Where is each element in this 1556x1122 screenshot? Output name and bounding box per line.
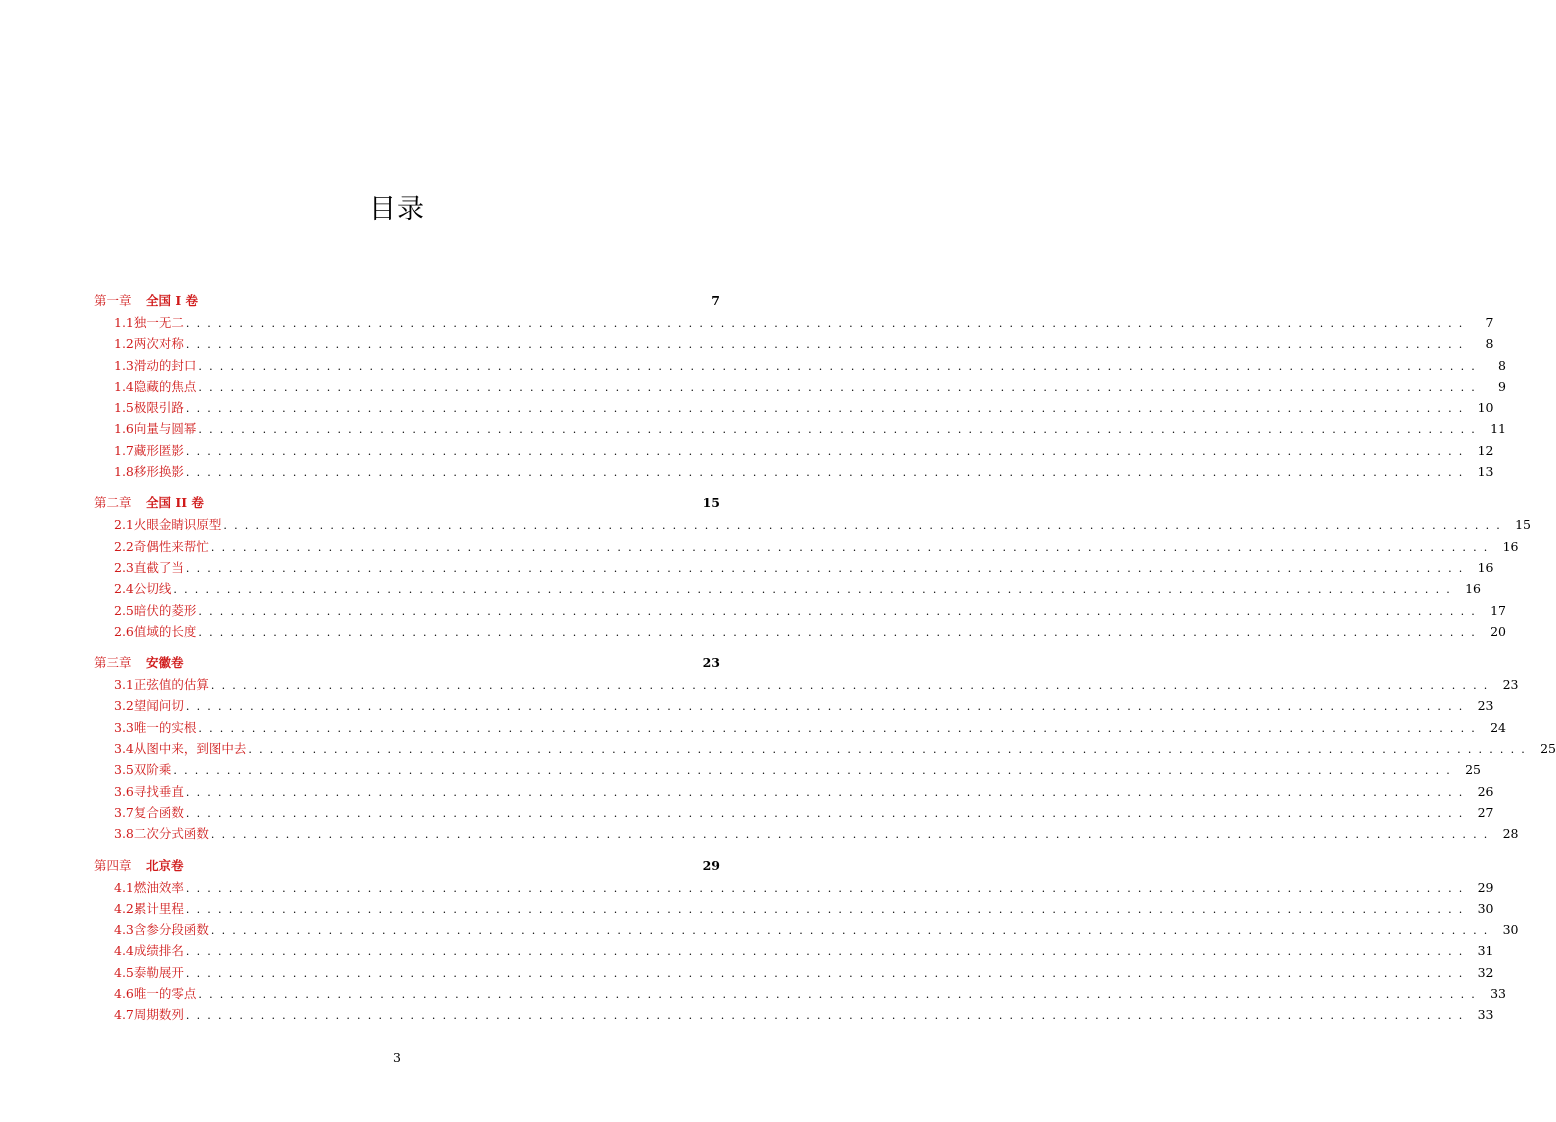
toc-section-entry[interactable] — [94, 738, 1556, 759]
section-title[interactable]: 向量与圆幂 — [133, 421, 197, 437]
section-number[interactable]: 1.1 — [114, 315, 134, 330]
table-of-contents — [94, 290, 1556, 1036]
section-page-number[interactable]: 23 — [1502, 677, 1519, 693]
section-page-number[interactable]: 16 — [1465, 581, 1481, 597]
section-page-number[interactable]: 16 — [1502, 538, 1519, 554]
chapter-number[interactable]: 第三章 — [94, 655, 132, 671]
section-page-number[interactable]: 25 — [1465, 762, 1481, 778]
section-title[interactable]: 火眼金睛识原型 — [133, 517, 222, 533]
section-number[interactable]: 4.3 — [114, 922, 134, 938]
section-page-number[interactable]: 26 — [1477, 783, 1494, 799]
dot-leader: ........................................................................................................................ — [185, 338, 1470, 352]
chapter-number[interactable]: 第二章 — [94, 495, 132, 511]
dot-leader: ........................................................................................................................ — [223, 519, 1507, 533]
dot-leader: ........................................................................................................................ — [210, 924, 1495, 938]
toc-chapter — [94, 492, 1531, 642]
toc-section-entry[interactable] — [94, 376, 1506, 397]
section-number[interactable]: 1.2 — [114, 336, 134, 352]
section-title[interactable]: 公切线 — [133, 581, 172, 597]
section-number[interactable]: 4.5 — [114, 964, 134, 980]
toc-section-entry[interactable] — [94, 600, 1506, 621]
dot-leader: ........................................................................................................................ — [185, 444, 1470, 458]
chapter-number[interactable]: 第一章 — [94, 293, 132, 308]
section-title[interactable]: 两次对称 — [133, 336, 184, 352]
section-number[interactable]: 4.1 — [114, 879, 134, 895]
section-number[interactable]: 4.6 — [114, 986, 134, 1002]
toc-section-entry[interactable] — [94, 962, 1494, 983]
section-title[interactable]: 直截了当 — [133, 559, 184, 575]
toc-section-entry[interactable] — [94, 621, 1506, 642]
toc-section-entry[interactable] — [94, 461, 1494, 482]
chapter-page-number[interactable]: 29 — [702, 857, 720, 873]
section-title[interactable]: 从图中来，到图中去 — [133, 741, 247, 757]
section-title[interactable]: 隐藏的焦点 — [133, 378, 197, 394]
dot-leader: ........................................................................................................................ — [185, 881, 1470, 895]
toc-section-entry[interactable] — [94, 355, 1506, 376]
section-title[interactable]: 暗伏的菱形 — [133, 602, 197, 618]
section-number[interactable]: 2.1 — [114, 517, 134, 533]
dot-leader: ........................................................................................................................ — [185, 700, 1470, 714]
section-number[interactable]: 4.7 — [114, 1007, 134, 1023]
section-title[interactable]: 唯一的实根 — [133, 719, 197, 735]
section-title[interactable]: 周期数列 — [133, 1007, 184, 1023]
dot-leader: ........................................................................................................................ — [210, 828, 1495, 842]
section-number[interactable]: 1.6 — [114, 421, 134, 437]
section-number[interactable]: 3.2 — [114, 698, 134, 714]
section-page-number[interactable]: 10 — [1477, 400, 1494, 416]
toc-section-entry[interactable] — [94, 418, 1506, 439]
toc-chapter-entry[interactable] — [94, 652, 720, 674]
dot-leader: ........................................................................................................................ — [185, 785, 1470, 799]
dot-leader: ........................................................................................................................ — [198, 988, 1482, 1002]
toc-section-entry[interactable] — [94, 877, 1494, 898]
section-number[interactable]: 3.7 — [114, 804, 134, 820]
section-page-number[interactable]: 32 — [1477, 964, 1494, 980]
toc-section-entry[interactable] — [94, 823, 1519, 844]
toc-chapter — [94, 855, 1519, 1026]
section-number[interactable]: 4.4 — [114, 943, 134, 959]
toc-section-entry[interactable] — [94, 312, 1494, 333]
section-number[interactable]: 1.3 — [114, 357, 134, 373]
section-title[interactable]: 移形换影 — [133, 464, 184, 480]
chapter-number[interactable]: 第四章 — [94, 857, 132, 873]
dot-leader: ........................................................................................................................ — [185, 945, 1470, 959]
toc-chapter-entry[interactable] — [94, 290, 720, 312]
section-title[interactable]: 唯一的零点 — [133, 986, 197, 1002]
section-page-number[interactable]: 29 — [1477, 879, 1494, 895]
section-title[interactable]: 累计里程 — [133, 900, 184, 916]
chapter-page-number[interactable]: 15 — [702, 495, 720, 511]
section-page-number[interactable]: 8 — [1485, 336, 1494, 352]
toc-chapter — [94, 290, 1506, 482]
page-number: 3 — [393, 1050, 401, 1065]
toc-section-entry[interactable] — [94, 674, 1519, 695]
section-number[interactable]: 1.8 — [114, 464, 134, 480]
dot-leader: ........................................................................................................................ — [185, 806, 1470, 820]
dot-leader: ........................................................................................................................ — [198, 423, 1482, 437]
section-page-number[interactable]: 24 — [1490, 719, 1506, 735]
dot-leader: ........................................................................................................................ — [198, 380, 1482, 394]
dot-leader: ........................................................................................................................ — [198, 625, 1482, 639]
chapter-title[interactable]: 全国 I 卷 — [146, 293, 199, 308]
toc-section-entry[interactable] — [94, 1004, 1494, 1025]
section-title[interactable]: 极限引路 — [133, 400, 184, 416]
toc-section-entry[interactable] — [94, 333, 1494, 354]
dot-leader: ........................................................................................................................ — [248, 743, 1532, 757]
section-title[interactable]: 含参分段函数 — [133, 922, 209, 938]
toc-section-entry[interactable] — [94, 578, 1481, 599]
chapter-title[interactable]: 北京卷 — [146, 857, 184, 873]
toc-chapter-entry[interactable] — [94, 492, 720, 514]
section-number[interactable]: 3.6 — [114, 783, 134, 799]
section-title[interactable]: 独一无二 — [133, 315, 184, 330]
chapter-title[interactable]: 全国 II 卷 — [146, 495, 204, 511]
section-number[interactable]: 1.7 — [114, 442, 134, 458]
toc-section-entry[interactable] — [94, 983, 1506, 1004]
toc-section-entry[interactable] — [94, 781, 1494, 802]
section-page-number[interactable]: 7 — [1485, 315, 1494, 330]
section-number[interactable]: 1.4 — [114, 378, 134, 394]
section-title[interactable]: 滑动的封口 — [133, 357, 197, 373]
dot-leader: ........................................................................................................................ — [185, 1009, 1470, 1023]
toc-section-entry[interactable] — [94, 898, 1494, 919]
section-number[interactable]: 2.5 — [114, 602, 134, 618]
toc-section-entry[interactable] — [94, 940, 1494, 961]
section-title[interactable]: 二次分式函数 — [133, 826, 209, 842]
section-title[interactable]: 望闻问切 — [133, 698, 184, 714]
dot-leader: ........................................................................................................................ — [185, 466, 1470, 480]
section-page-number[interactable]: 28 — [1502, 826, 1519, 842]
dot-leader: ........................................................................................................................ — [210, 679, 1495, 693]
section-page-number[interactable]: 9 — [1498, 378, 1506, 394]
section-title[interactable]: 值域的长度 — [133, 623, 197, 639]
section-number[interactable]: 2.6 — [114, 623, 134, 639]
section-page-number[interactable]: 8 — [1498, 357, 1506, 373]
section-title[interactable]: 藏形匿影 — [133, 442, 184, 458]
toc-chapter-entry[interactable] — [94, 855, 720, 877]
section-title[interactable]: 寻找垂直 — [133, 783, 184, 799]
section-number[interactable]: 2.3 — [114, 559, 134, 575]
section-number[interactable]: 2.4 — [114, 581, 134, 597]
section-page-number[interactable]: 31 — [1477, 943, 1494, 959]
section-page-number[interactable]: 12 — [1477, 442, 1494, 458]
section-page-number[interactable]: 15 — [1515, 517, 1531, 533]
toc-section-entry[interactable] — [94, 536, 1519, 557]
dot-leader: ........................................................................................................................ — [185, 966, 1470, 980]
toc-section-entry[interactable] — [94, 397, 1494, 418]
toc-section-entry[interactable] — [94, 557, 1494, 578]
section-title[interactable]: 正弦值的估算 — [133, 677, 209, 693]
section-title[interactable]: 奇偶性来帮忙 — [133, 538, 209, 554]
section-number[interactable]: 4.2 — [114, 900, 134, 916]
section-title[interactable]: 复合函数 — [133, 804, 184, 820]
page-title: 目录 — [369, 194, 425, 225]
section-title[interactable]: 泰勒展开 — [133, 964, 184, 980]
section-page-number[interactable]: 33 — [1490, 986, 1506, 1002]
section-number[interactable]: 3.3 — [114, 719, 134, 735]
dot-leader: ........................................................................................................................ — [198, 721, 1482, 735]
dot-leader: ........................................................................................................................ — [185, 902, 1470, 916]
dot-leader: ........................................................................................................................ — [198, 359, 1482, 373]
section-page-number[interactable]: 27 — [1477, 804, 1494, 820]
toc-section-entry[interactable] — [94, 759, 1481, 780]
toc-section-entry[interactable] — [94, 919, 1519, 940]
toc-section-entry[interactable] — [94, 717, 1506, 738]
section-number[interactable]: 3.5 — [114, 762, 134, 778]
section-number[interactable]: 3.1 — [114, 677, 134, 693]
dot-leader: ........................................................................................................................ — [185, 561, 1470, 575]
section-page-number[interactable]: 16 — [1477, 559, 1494, 575]
section-number[interactable]: 3.8 — [114, 826, 134, 842]
toc-section-entry[interactable] — [94, 695, 1494, 716]
section-page-number[interactable]: 13 — [1477, 464, 1494, 480]
section-page-number[interactable]: 11 — [1490, 421, 1506, 437]
section-page-number[interactable]: 30 — [1477, 900, 1494, 916]
section-title[interactable]: 燃油效率 — [133, 879, 184, 895]
chapter-page-number[interactable]: 7 — [711, 293, 720, 308]
section-number[interactable]: 1.5 — [114, 400, 134, 416]
toc-section-entry[interactable] — [94, 514, 1531, 535]
toc-section-entry[interactable] — [94, 440, 1494, 461]
dot-leader: ........................................................................................................................ — [198, 604, 1482, 618]
dot-leader: ........................................................................................................................ — [173, 764, 1457, 778]
chapter-title[interactable]: 安徽卷 — [146, 655, 184, 671]
chapter-page-number[interactable]: 23 — [702, 655, 720, 671]
dot-leader: ........................................................................................................................ — [210, 540, 1495, 554]
section-title[interactable]: 双阶乘 — [133, 762, 172, 778]
section-page-number[interactable]: 20 — [1490, 623, 1506, 639]
section-page-number[interactable]: 17 — [1490, 602, 1506, 618]
dot-leader: ........................................................................................................................ — [185, 402, 1470, 416]
section-page-number[interactable]: 25 — [1540, 741, 1556, 757]
section-number[interactable]: 3.4 — [114, 741, 134, 757]
dot-leader: ........................................................................................................................ — [173, 583, 1457, 597]
toc-chapter — [94, 652, 1556, 844]
toc-section-entry[interactable] — [94, 802, 1494, 823]
section-page-number[interactable]: 33 — [1477, 1007, 1494, 1023]
section-number[interactable]: 2.2 — [114, 538, 134, 554]
dot-leader: ........................................................................................................................ — [185, 317, 1470, 330]
section-page-number[interactable]: 30 — [1502, 922, 1519, 938]
section-title[interactable]: 成绩排名 — [133, 943, 184, 959]
section-page-number[interactable]: 23 — [1477, 698, 1494, 714]
